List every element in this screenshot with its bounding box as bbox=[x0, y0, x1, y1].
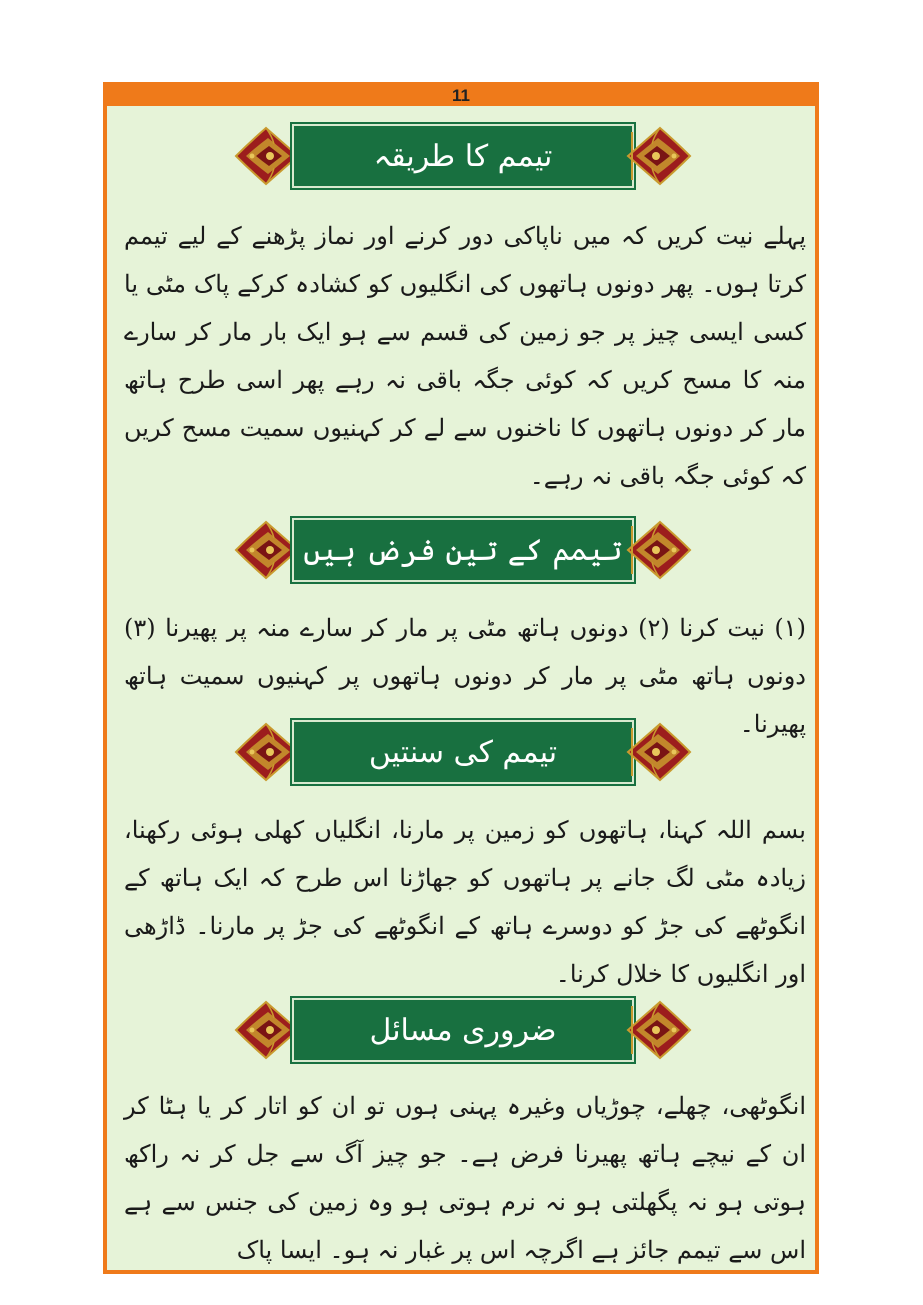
section-heading: تیمم کی سنتیں bbox=[368, 734, 558, 770]
heading-banner-method bbox=[232, 120, 694, 192]
section-heading: تیمم کے تین فرض ہیں bbox=[303, 532, 623, 568]
floral-ornament-icon bbox=[232, 718, 300, 786]
section-body: (۱) نیت کرنا (۲) دونوں ہاتھ مٹی پر مار کر سارے منہ پر پھیرنا (۳) دونوں ہاتھ مٹی پر مار کر دونوں ہاتھوں پر کہنیوں سمیت ہاتھ پھیرنا۔ bbox=[124, 614, 807, 738]
floral-ornament-icon bbox=[626, 516, 694, 584]
floral-ornament-icon bbox=[232, 122, 300, 190]
section-heading: تیمم کا طریقہ bbox=[373, 138, 553, 174]
floral-ornament-icon bbox=[626, 122, 694, 190]
heading-banner-rulings bbox=[232, 994, 694, 1066]
heading-box bbox=[292, 998, 634, 1062]
page-number: 11 bbox=[452, 86, 470, 105]
heading-box bbox=[292, 124, 634, 188]
heading-box bbox=[292, 518, 634, 582]
page-frame bbox=[103, 82, 819, 1274]
heading-banner-obligations bbox=[232, 514, 694, 586]
section-body: پہلے نیت کریں کہ میں ناپاکی دور کرنے اور نماز پڑھنے کے لیے تیمم کرتا ہوں۔ پھر دونوں ہاتھوں کی انگلیوں کو کشادہ کرکے پاک مٹی یا کسی ایسی چیز پر جو زمین کی قسم سے ہو ایک بار مار کر سارے منہ کا مسح کریں کہ کوئی جگہ باقی نہ رہے پھر اسی طرح ہاتھ مار کر دونوں ہاتھوں کا ناخنوں سے لے کر کہنیوں سمیت مسح کریں کہ کوئی جگہ باقی نہ رہے۔ bbox=[124, 222, 807, 490]
top-band bbox=[107, 86, 815, 106]
heading-box bbox=[292, 720, 634, 784]
floral-ornament-icon bbox=[232, 996, 300, 1064]
floral-ornament-icon bbox=[232, 516, 300, 584]
floral-ornament-icon bbox=[626, 996, 694, 1064]
section-body: انگوٹھی، چھلے، چوڑیاں وغیرہ پہنی ہوں تو ان کو اتار کر یا ہٹا کر ان کے نیچے ہاتھ پھیرنا فرض ہے۔ جو چیز آگ سے جل کر نہ راکھ ہوتی ہو نہ پگھلتی ہو نہ نرم ہوتی ہو وہ زمین کی جنس سے ہے اس سے تیمم جائز ہے اگرچہ اس پر غبار نہ ہو۔ ایسا پاک bbox=[124, 1092, 806, 1264]
section-heading: ضروری مسائل bbox=[369, 1012, 557, 1048]
floral-ornament-icon bbox=[626, 718, 694, 786]
section-body: بسم اللہ کہنا، ہاتھوں کو زمین پر مارنا، انگلیاں کھلی ہوئی رکھنا، زیادہ مٹی لگ جانے پر ہاتھوں کو جھاڑنا اس طرح کہ ایک ہاتھ کے انگوٹھے کی جڑ کو دوسرے ہاتھ کے انگوٹھے کی جڑ پر مارنا۔ ڈاڑھی اور انگلیوں کا خلال کرنا۔ bbox=[124, 816, 806, 988]
heading-banner-sunnahs bbox=[232, 716, 694, 788]
